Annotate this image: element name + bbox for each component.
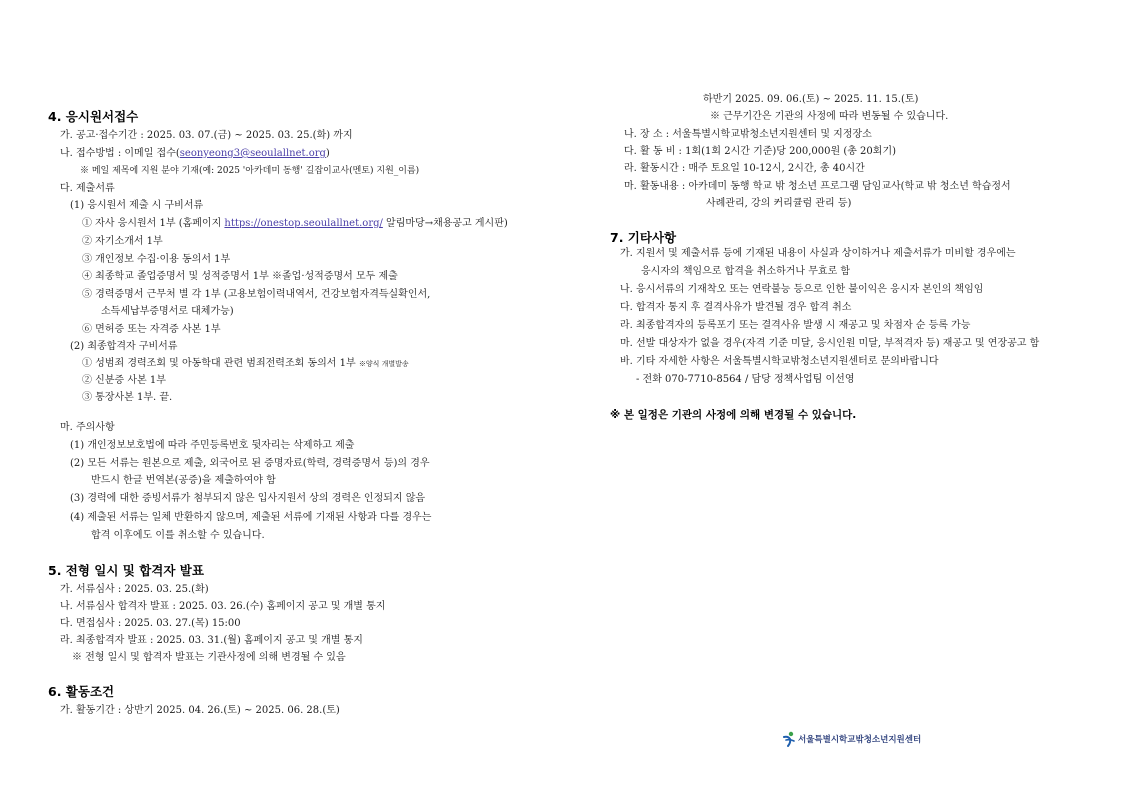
section-7-heading: 7. 기타사항 <box>610 230 677 245</box>
email-link[interactable]: seonyeong3@seoulallnet.org <box>179 148 326 159</box>
s7-ba: 바. 기타 자세한 사항은 서울특별시학교밖청소년지원센터로 문의바랍니다 <box>620 356 939 367</box>
s4-m1: (1) 개인정보보호법에 따라 주민등록번호 뒷자리는 삭제하고 제출 <box>70 440 355 451</box>
s4-na: 나. 접수방법 : 이메일 접수(seonyeong3@seoulallnet.org) <box>60 148 330 159</box>
s7-ga-b: 응시자의 책임으로 합격을 취소하거나 무효로 함 <box>641 266 851 277</box>
s6-ga-note: ※ 근무기간은 기관의 사정에 따라 변동될 수 있습니다. <box>710 111 949 122</box>
s4-d1-5a: ⑤ 경력증명서 근무처 별 각 1부 (고용보험이력내역서, 건강보험자격득실확인서, <box>82 289 431 300</box>
s4-d2: (2) 최종합격자 구비서류 <box>70 341 178 352</box>
s4-d1: (1) 응시원서 제출 시 구비서류 <box>70 200 204 211</box>
s7-da: 다. 합격자 통지 후 결격사유가 발견될 경우 합격 취소 <box>620 302 852 313</box>
s4-d1-2: ② 자기소개서 1부 <box>82 236 163 247</box>
s5-da: 다. 면접심사 : 2025. 03. 27.(목) 15:00 <box>60 618 241 629</box>
s4-da: 다. 제출서류 <box>60 183 115 194</box>
s6-ga-cont: 하반기 2025. 09. 06.(토) ~ 2025. 11. 15.(토) <box>703 94 919 105</box>
s6-ra: 라. 활동시간 : 매주 토요일 10-12시, 2시간, 총 40시간 <box>624 163 865 174</box>
s7-ga-a: 가. 지원서 및 제출서류 등에 기재된 내용이 사실과 상이하거나 제출서류가 미비할 경우에는 <box>620 248 1016 259</box>
s4-d1-3: ③ 개인정보 수집·이용 동의서 1부 <box>82 254 231 265</box>
s4-na-note: ※ 메일 제목에 지원 분야 기재(예: 2025 '아카데미 동행' 길잡이교사(멘토) 지원_이름) <box>80 166 420 176</box>
s4-d1-5b: 소득세납부증명서로 대체가능) <box>101 306 234 317</box>
section-5-heading: 5. 전형 일시 및 합격자 발표 <box>48 563 204 578</box>
s6-ma-b: 사례관리, 강의 커리큘럼 관리 등) <box>706 198 852 209</box>
s6-ma-a: 마. 활동내용 : 아카데미 동행 학교 밖 청소년 프로그램 담임교사(학교 밖 청소년 학습정서 <box>624 181 1011 192</box>
s6-na: 나. 장 소 : 서울특별시학교밖청소년지원센터 및 지정장소 <box>624 129 872 140</box>
s4-ga: 가. 공고·접수기간 : 2025. 03. 07.(금) ~ 2025. 03. 25.(화) 까지 <box>60 130 353 141</box>
s4-d1-6: ⑥ 면허증 또는 자격증 사본 1부 <box>82 324 221 335</box>
s7-na: 나. 응시서류의 기재착오 또는 연락불능 등으로 인한 불이익은 응시자 본인의 책임임 <box>620 284 984 295</box>
s4-d2-1: ① 성범죄 경력조회 및 아동학대 관련 범죄전력조회 동의서 1부 ※양식 개별발송 <box>82 358 409 369</box>
s4-m2a: (2) 모든 서류는 원본으로 제출, 외국어로 된 증명자료(학력, 경력증명서 등)의 경우 <box>70 458 430 469</box>
s7-ma: 마. 선발 대상자가 없을 경우(자격 기준 미달, 응시인원 미달, 부적격자 등) 재공고 및 연장공고 함 <box>620 338 1040 349</box>
s4-ma: 마. 주의사항 <box>60 422 115 433</box>
s5-na: 나. 서류심사 합격자 발표 : 2025. 03. 26.(수) 홈페이지 공고 및 개별 통지 <box>60 601 386 612</box>
s5-note: ※ 전형 일시 및 합격자 발표는 기관사정에 의해 변경될 수 있음 <box>72 652 346 663</box>
center-logo-icon <box>782 731 796 747</box>
s4-d1-1: ① 자사 응시원서 1부 (홈페이지 https://onestop.seoulallnet.org/ 알림마당→채용공고 게시판) <box>82 218 508 229</box>
s4-d2-2: ② 신분증 사본 1부 <box>82 375 166 386</box>
homepage-link[interactable]: https://onestop.seoulallnet.org/ <box>224 218 383 229</box>
s4-d1-4: ④ 최종학교 졸업증명서 및 성적증명서 1부 ※졸업·성적증명서 모두 제출 <box>82 271 398 282</box>
s5-ra: 라. 최종합격자 발표 : 2025. 03. 31.(월) 홈페이지 공고 및 개별 통지 <box>60 635 363 646</box>
s4-m4b: 합격 이후에도 이를 취소할 수 있습니다. <box>91 530 265 541</box>
s7-ra: 라. 최종합격자의 등록포기 또는 결격사유 발생 시 재공고 및 차점자 순 등록 가능 <box>620 320 971 331</box>
schedule-change-notice: ※ 본 일정은 기관의 사정에 의해 변경될 수 있습니다. <box>610 409 857 421</box>
s4-m3: (3) 경력에 대한 증빙서류가 첨부되지 않은 입사지원서 상의 경력은 인정되지 않음 <box>70 493 426 504</box>
center-logo <box>782 731 921 747</box>
s4-m2b: 반드시 한글 번역본(공증)을 제출하여야 함 <box>91 475 276 486</box>
s7-contact: - 전화 070-7710-8564 / 담당 정책사업팀 이선영 <box>636 374 855 385</box>
s6-da: 다. 활 동 비 : 1회(1회 2시간 기준)당 200,000원 (총 20회기) <box>624 146 897 157</box>
section-6-heading: 6. 활동조건 <box>48 684 115 699</box>
center-logo-text: 서울특별시학교밖청소년지원센터 <box>798 735 922 745</box>
s4-d2-3: ③ 통장사본 1부. 끝. <box>82 392 173 403</box>
s4-m4a: (4) 제출된 서류는 일체 반환하지 않으며, 제출된 서류에 기재된 사항과 다를 경우는 <box>70 512 432 523</box>
section-4-heading: 4. 응시원서접수 <box>48 109 139 124</box>
s5-ga: 가. 서류심사 : 2025. 03. 25.(화) <box>60 584 209 595</box>
s6-ga: 가. 활동기간 : 상반기 2025. 04. 26.(토) ~ 2025. 06. 28.(토) <box>60 705 340 716</box>
